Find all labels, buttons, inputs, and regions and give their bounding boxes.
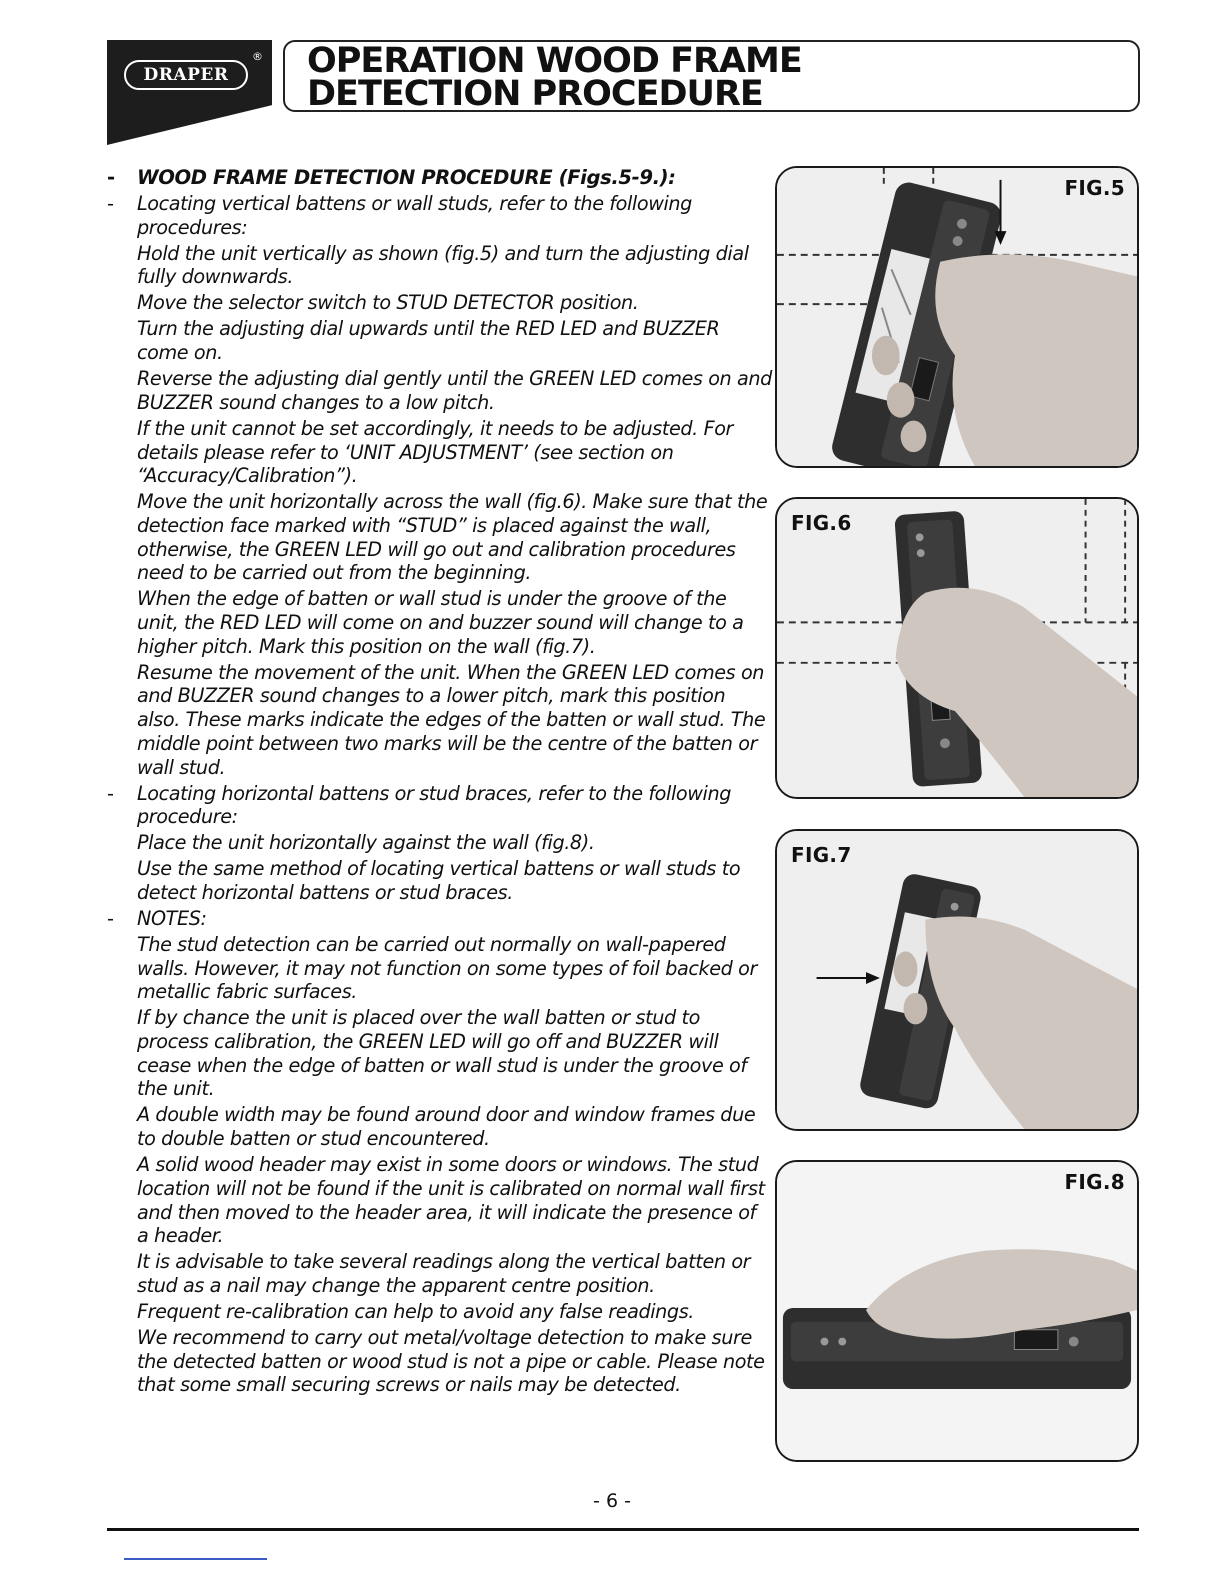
figure-8 [775,1160,1139,1462]
paragraph: Place the unit horizontally against the wall (fig.8). [137,831,595,855]
page-title-line-2: DETECTION PROCEDURE [307,74,763,114]
paragraph: Move the unit horizontally across the wall (fig.6). Make sure that the detection face marked with “STUD” is placed against the wall, otherwise, the GREEN LED will go out and calibration procedures need to be carried out from the beginning. [137,490,768,585]
brand-logo: DRAPER [124,60,248,90]
paragraph: It is advisable to take several readings along the vertical batten or stud as a nail may change the apparent centre position. [137,1250,751,1297]
paragraph: We recommend to carry out metal/voltage detection to make sure the detected batten or wood stud is not a pipe or cable. Please note that some small securing screws or nails may be detected. [137,1325,765,1397]
registered-mark: ® [252,50,263,63]
page-number: - 6 - [593,1490,631,1512]
paragraph: - WOOD FRAME DETECTION PROCEDURE (Figs.5-9.): [107,166,676,189]
figure-8-illustration [777,1162,1137,1460]
paragraph: Turn the adjusting dial upwards until the RED LED and BUZZER come on. [137,317,720,365]
paragraph: - NOTES: [107,906,207,930]
paragraph: If the unit cannot be set accordingly, it needs to be adjusted. For details please refer to ‘UNIT ADJUSTMENT’ (see section on “Accuracy/Calibration”). [137,416,734,488]
brand-logo-block [107,40,272,145]
figure-5-label: FIG.5 [1064,176,1125,200]
footer-link-underline [124,1558,267,1560]
paragraph: Reverse the adjusting dial gently until the GREEN LED comes on and BUZZER sound changes to a low pitch. [137,367,772,414]
figure-6-label: FIG.6 [791,511,852,535]
figure-6 [775,497,1139,799]
paragraph: A solid wood header may exist in some doors or windows. The stud location will not be found if the unit is calibrated on normal wall first and then moved to the header area, it will indicate the presence of a header. [137,1153,765,1248]
paragraph: Hold the unit vertically as shown (fig.5) and turn the adjusting dial fully downwards. [137,241,749,289]
paragraph: The stud detection can be carried out normally on wall-papered walls. However, it may not function on some types of foil backed or metallic fabric surfaces. [137,932,757,1004]
paragraph: Frequent re-calibration can help to avoid any false readings. [137,1299,695,1323]
figure-6-illustration [777,499,1137,797]
figure-8-label: FIG.8 [1064,1170,1125,1194]
figure-5-illustration [777,168,1137,466]
paragraph: Use the same method of locating vertical battens or wall studs to detect horizontal battens or stud braces. [137,857,741,904]
figure-7-illustration [777,831,1137,1129]
page-title-line-1: OPERATION WOOD FRAME [307,41,802,81]
paragraph: If by chance the unit is placed over the wall batten or stud to process calibration, the GREEN LED will go off and BUZZER will cease when the edge of batten or wall stud is under the groove of the unit. [137,1006,747,1101]
procedure-text [107,166,772,1397]
paragraph: When the edge of batten or wall stud is under the groove of the unit, the RED LED will come on and buzzer sound will change to a higher pitch. Mark this position on the wall (fig.7). [137,587,744,658]
paragraph: Resume the movement of the unit. When the GREEN LED comes on and BUZZER sound changes to a lower pitch, mark this position also. These marks indicate the edges of the batten or wall stud. The middle point between two marks will be the centre of the batten or wall stud. [137,660,766,779]
paragraph: - Locating vertical battens or wall studs, refer to the following procedures: [107,192,692,239]
paragraph: Move the selector switch to STUD DETECTOR position. [137,291,639,315]
figure-7 [775,829,1139,1131]
footer-rule [107,1528,1139,1531]
figure-5 [775,166,1139,468]
paragraph: A double width may be found around door and window frames due to double batten or stud encountered. [137,1103,756,1151]
figure-7-label: FIG.7 [791,843,852,867]
paragraph: - Locating horizontal battens or stud braces, refer to the following procedure: [107,781,731,829]
